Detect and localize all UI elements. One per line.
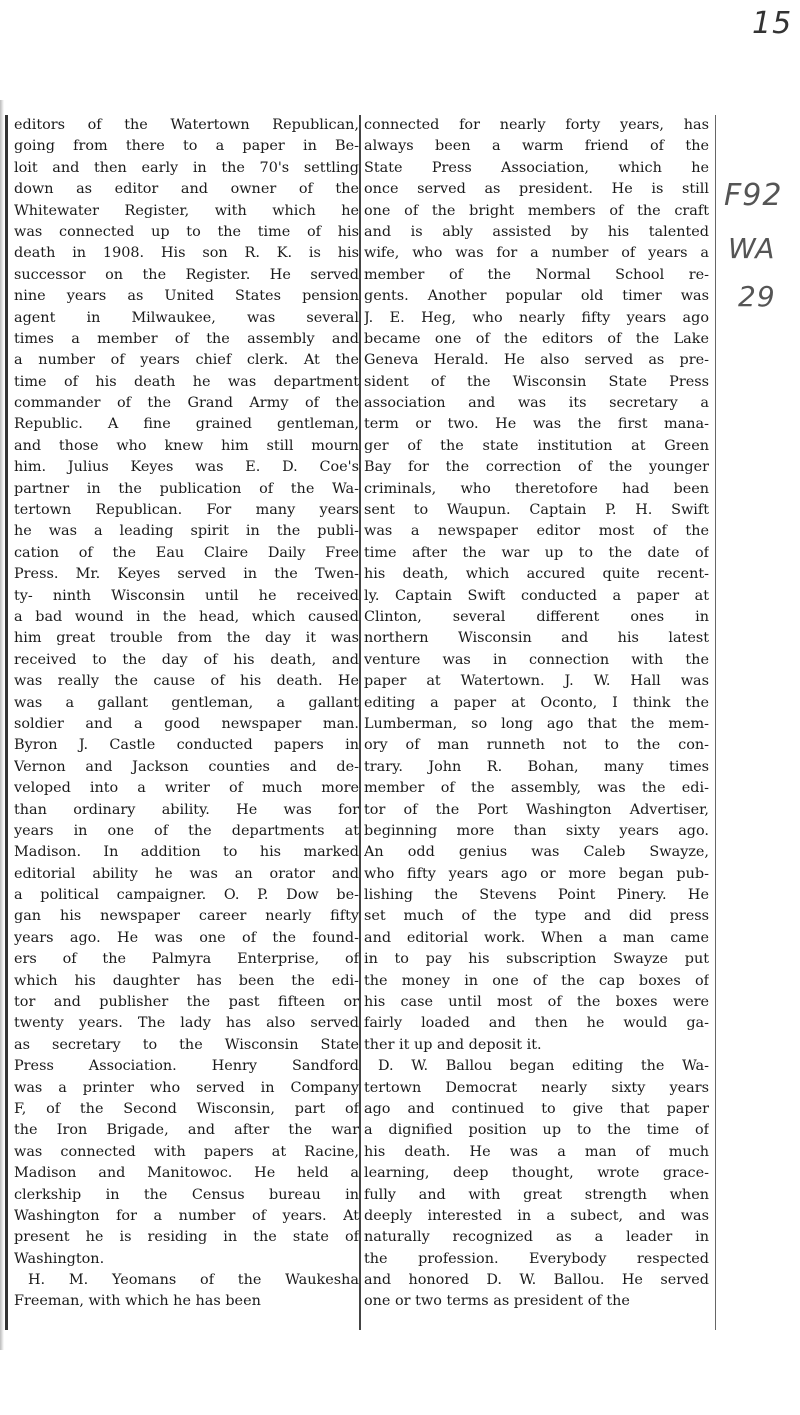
text-line: death in 1908. His son R. K. is his (14, 245, 359, 262)
text-line: and those who knew him still mourn (14, 437, 359, 454)
text-line: became one of the editors of the Lake (364, 330, 709, 347)
text-line: was a gallant gentleman, a gallant (14, 694, 359, 711)
text-line: which his daughter has been the edi- (14, 972, 359, 989)
text-line: venture was in connection with the (364, 651, 709, 668)
text-line: successor on the Register. He served (14, 266, 359, 283)
text-line: one or two terms as president of the (364, 1293, 630, 1310)
text-line: member of the assembly, was the edi- (364, 780, 709, 797)
text-line: fairly loaded and then he would ga- (364, 1015, 709, 1032)
text-line: Washington. (14, 1250, 105, 1267)
handwritten-margin-note-1: F92 (724, 178, 783, 213)
right-column (364, 115, 709, 1313)
text-line: who fifty years ago or more began pub- (364, 865, 709, 882)
text-line: fully and with great strength when (364, 1186, 709, 1203)
text-line: once served as president. He is still (364, 181, 709, 198)
left-column (14, 115, 359, 1313)
text-line: as secretary to the Wisconsin State (14, 1036, 359, 1053)
text-line: Geneva Herald. He also served as pre- (364, 352, 709, 369)
text-line: a number of years chief clerk. At the (14, 352, 359, 369)
text-line: veloped into a writer of much more (14, 780, 359, 797)
text-line: Washington for a number of years. At (14, 1207, 359, 1224)
text-line: soldier and a good newspaper man. (14, 715, 359, 732)
text-line: beginning more than sixty years ago. (364, 822, 709, 839)
text-line: Madison and Manitowoc. He held a (14, 1165, 359, 1182)
column-divider (359, 115, 361, 1330)
text-line: Press Association. Henry Sandford (14, 1058, 359, 1075)
text-line: commander of the Grand Army of the (14, 395, 359, 412)
text-line: present he is residing in the state of (14, 1229, 359, 1246)
text-line: Bay for the correction of the younger (364, 459, 709, 476)
text-line: member of the Normal School re- (364, 266, 709, 283)
text-line: criminals, who theretofore had been (364, 480, 709, 497)
text-line: tertown Democrat nearly sixty years (364, 1079, 709, 1096)
text-line: and editorial work. When a man came (364, 929, 709, 946)
text-line: tor and publisher the past fifteen or (14, 994, 359, 1011)
text-line: lishing the Stevens Point Pinery. He (364, 887, 709, 904)
text-line: his case until most of the boxes were (364, 994, 709, 1011)
text-line: F, of the Second Wisconsin, part of (14, 1100, 359, 1117)
text-line: his death. He was a man of much (364, 1143, 709, 1160)
text-line: trary. John R. Bohan, many times (364, 758, 709, 775)
text-line: editorial ability he was an orator and (14, 865, 359, 882)
text-line: he was a leading spirit in the publi- (14, 523, 359, 540)
text-line: always been a warm friend of the (364, 138, 709, 155)
newspaper-clipping (5, 115, 716, 1330)
text-line: cation of the Eau Claire Daily Free (14, 544, 359, 561)
text-line: down as editor and owner of the (14, 181, 359, 198)
handwritten-page-number: 15 (752, 6, 793, 41)
text-line: set much of the type and did press (364, 908, 709, 925)
handwritten-margin-note-3: 29 (738, 280, 776, 313)
text-line: than ordinary ability. He was for (14, 801, 359, 818)
text-line: connected for nearly forty years, has (364, 117, 709, 133)
text-line: An odd genius was Caleb Swayze, (364, 844, 709, 861)
text-line: Byron J. Castle conducted papers in (14, 737, 359, 754)
text-line: gents. Another popular old timer was (364, 288, 709, 305)
text-line: ago and continued to give that paper (364, 1100, 709, 1117)
text-line: a dignified position up to the time of (364, 1122, 709, 1139)
text-line: term or two. He was the first mana- (364, 416, 709, 433)
text-line: him great trouble from the day it was (14, 630, 359, 647)
text-line: Press. Mr. Keyes served in the Twen- (14, 566, 359, 583)
text-line: association and was its secretary a (364, 395, 709, 412)
text-line: was a printer who served in Company (14, 1079, 359, 1096)
text-line: Whitewater Register, with which he (14, 202, 359, 219)
handwritten-margin-note-2: WA (728, 232, 776, 265)
text-line: deeply interested in a subect, and was (364, 1207, 709, 1224)
text-line: naturally recognized as a leader in (364, 1229, 709, 1246)
text-line: editing a paper at Oconto, I think the (364, 694, 709, 711)
text-line: years in one of the departments at (14, 822, 359, 839)
text-line: the Iron Brigade, and after the war (14, 1122, 359, 1139)
text-line: ther it up and deposit it. (364, 1036, 542, 1053)
text-line: gan his newspaper career nearly fifty (14, 908, 359, 925)
text-line: ory of man runneth not to the con- (364, 737, 709, 754)
text-line: D. W. Ballou began editing the Wa- (378, 1058, 709, 1075)
text-line: tor of the Port Washington Advertiser, (364, 801, 709, 818)
text-line: twenty years. The lady has also served (14, 1015, 359, 1032)
text-line: one of the bright members of the craft (364, 202, 709, 219)
text-line: clerkship in the Census bureau in (14, 1186, 359, 1203)
text-line: his death, which accured quite recent- (364, 566, 709, 583)
text-line: Vernon and Jackson counties and de- (14, 758, 359, 775)
text-line: northern Wisconsin and his latest (364, 630, 709, 647)
text-line: was connected up to the time of his (14, 223, 359, 240)
text-line: ly. Captain Swift conducted a paper at (364, 587, 709, 604)
text-line: the money in one of the cap boxes of (364, 972, 709, 989)
text-line: Madison. In addition to his marked (14, 844, 359, 861)
text-line: sent to Waupun. Captain P. H. Swift (364, 502, 709, 519)
scan-edge (0, 100, 4, 1350)
text-line: was really the cause of his death. He (14, 673, 359, 690)
text-line: was a newspaper editor most of the (364, 523, 709, 540)
text-line: in to pay his subscription Swayze put (364, 951, 709, 968)
text-line: ers of the Palmyra Enterprise, of (14, 951, 359, 968)
text-line: received to the day of his death, and (14, 651, 359, 668)
text-line: him. Julius Keyes was E. D. Coe's (14, 459, 359, 476)
text-line: and honored D. W. Ballou. He served (364, 1272, 709, 1289)
text-line: partner in the publication of the Wa- (14, 480, 359, 497)
text-line: Freeman, with which he has been (14, 1293, 261, 1310)
text-line: the profession. Everybody respected (364, 1250, 709, 1267)
text-line: loit and then early in the 70's settling (14, 159, 359, 176)
text-line: nine years as United States pension (14, 288, 359, 305)
text-line: J. E. Heg, who nearly fifty years ago (364, 309, 709, 326)
text-line: times a member of the assembly and (14, 330, 359, 347)
text-line: a political campaigner. O. P. Dow be- (14, 887, 359, 904)
text-line: going from there to a paper in Be- (14, 138, 359, 155)
text-line: wife, who was for a number of years a (364, 245, 709, 262)
text-line: Clinton, several different ones in (364, 608, 709, 625)
text-line: editors of the Watertown Republican, (14, 117, 359, 133)
text-line: a bad wound in the head, which caused (14, 608, 359, 625)
text-line: sident of the Wisconsin State Press (364, 373, 709, 390)
text-line: and is ably assisted by his talented (364, 223, 709, 240)
text-line: tertown Republican. For many years (14, 502, 359, 519)
text-line: years ago. He was one of the found- (14, 929, 359, 946)
text-line: State Press Association, which he (364, 159, 709, 176)
text-line: paper at Watertown. J. W. Hall was (364, 673, 709, 690)
text-line: Lumberman, so long ago that the mem- (364, 715, 709, 732)
text-line: learning, deep thought, wrote grace- (364, 1165, 709, 1182)
text-line: ger of the state institution at Green (364, 437, 709, 454)
text-line: Republic. A fine grained gentleman, (14, 416, 359, 433)
text-line: was connected with papers at Racine, (14, 1143, 359, 1160)
text-line: time after the war up to the date of (364, 544, 709, 561)
text-line: agent in Milwaukee, was several (14, 309, 359, 326)
text-line: time of his death he was department (14, 373, 359, 390)
text-line: H. M. Yeomans of the Waukesha (28, 1272, 359, 1289)
text-line: ty- ninth Wisconsin until he received (14, 587, 359, 604)
